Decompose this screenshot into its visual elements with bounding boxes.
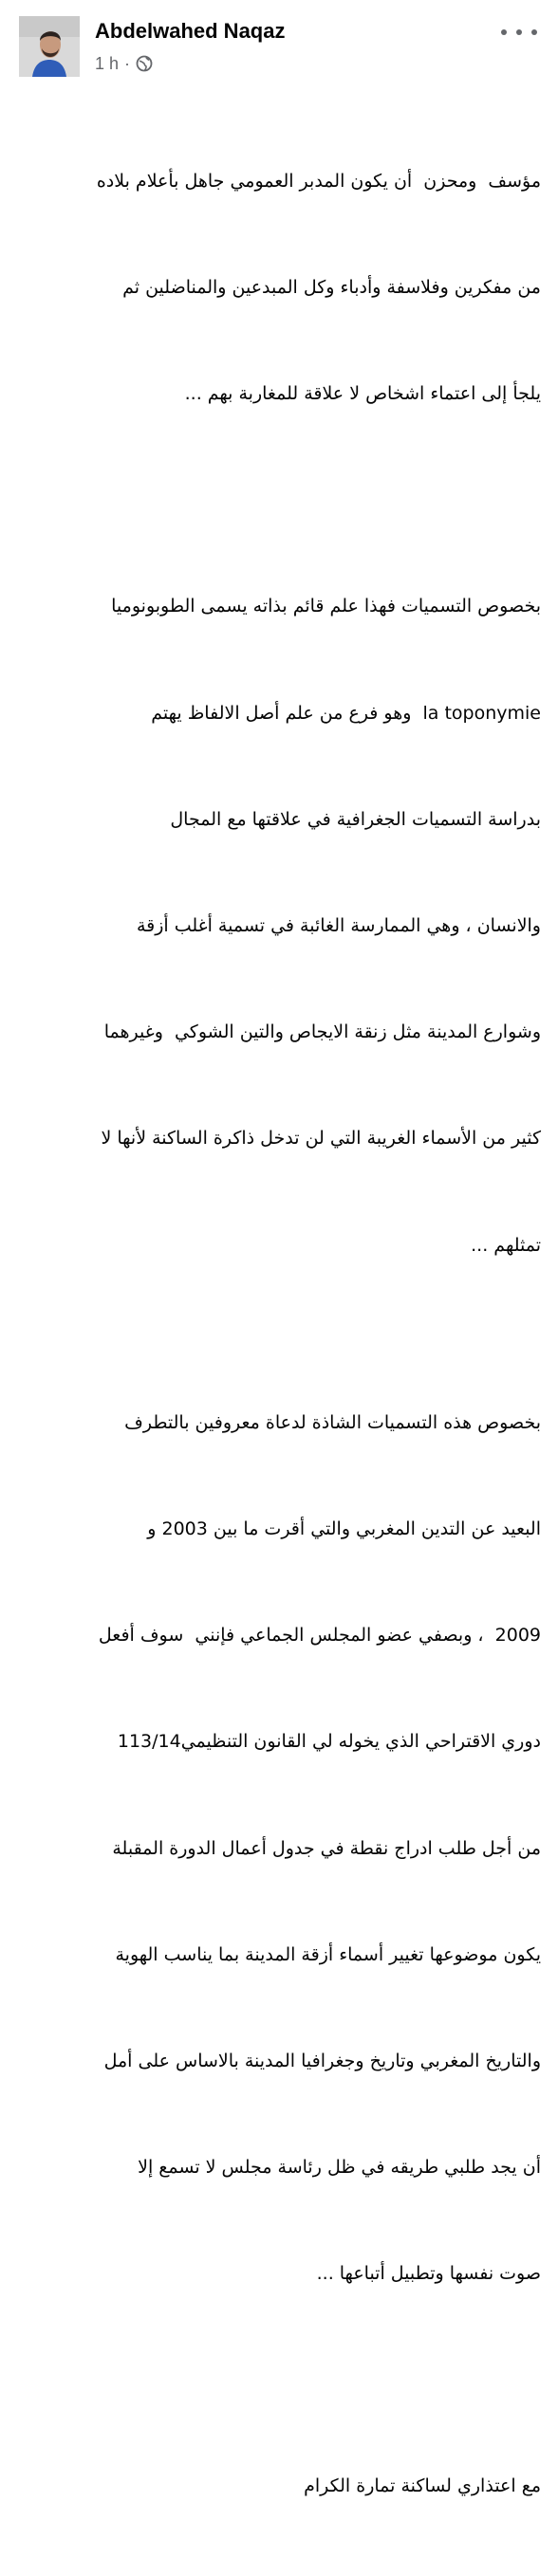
- author-name[interactable]: Abdelwahed Naqaz: [95, 19, 286, 43]
- text-line: la toponymie وهو فرع من علم أصل الالفاظ يهتم: [151, 702, 541, 724]
- text-line: يكون موضوعها تغيير أسماء أزقة المدينة بما يناسب الهوية: [115, 1943, 541, 1965]
- text-line: بخصوص هذه التسميات الشاذة لدعاة معروفين بالتطرف: [124, 1411, 541, 1433]
- paragraph-3: [0, 1334, 541, 2364]
- text-line: بخصوص التسميات فهذا علم قائم بذاته يسمى الطوبونوميا: [111, 596, 541, 617]
- text-line: من أجل طلب ادراج نقطة في جدول أعمال الدورة المقبلة: [112, 1837, 541, 1859]
- text-line: وشوارع المدينة مثل زنقة الايجاص والتين الشوكي وغيرهما: [103, 1021, 541, 1043]
- text-line: مؤسف ومحزن أن يكون المدبر العمومي جاهل بأعلام بلاده: [96, 170, 541, 192]
- text-line: تمثلهم ...: [471, 1234, 541, 1256]
- post-body: [0, 93, 541, 2576]
- more-options-icon[interactable]: [501, 21, 537, 44]
- text-line: والتاريخ المغربي وتاريخ وجغرافيا المدينة بالاساس على أمل: [103, 2050, 541, 2071]
- text-line: دوري الاقتراحي الذي يخوله لي القانون التنظيمي113/14: [117, 1731, 541, 1753]
- post-time[interactable]: 1 h: [95, 53, 120, 73]
- text-line: كثير من الأسماء الغريبة التي لن تدخل ذاكرة الساكنة لأنها لا: [101, 1128, 541, 1150]
- profile-photo: [19, 16, 80, 77]
- text-line: من مفكرين وفلاسفة وأدباء وكل المبدعين والمناضلين ثم: [122, 277, 541, 299]
- paragraph-1: [0, 93, 541, 483]
- post-meta: [95, 52, 153, 75]
- text-line: البعيد عن التدين المغربي والتي أقرت ما بين 2003 و: [147, 1518, 541, 1539]
- globe-icon: [136, 55, 153, 72]
- text-line: صوت نفسها وتطبيل أتباعها ...: [316, 2263, 541, 2285]
- text-line: 2009 ، وبصفي عضو المجلس الجماعي فإنني سوف أفعل: [98, 1625, 541, 1647]
- paragraph-4: [0, 2399, 541, 2576]
- meta-separator: ·: [124, 53, 131, 73]
- text-line: مع اعتذاري لساكنة تمارة الكرام: [304, 2475, 541, 2497]
- paragraph-2: [0, 518, 541, 1334]
- author-avatar[interactable]: [19, 16, 80, 77]
- text-line: بدراسة التسميات الجغرافية في علاقتها مع المجال: [170, 808, 541, 830]
- text-line: والانسان ، وهي الممارسة الغائبة في تسمية أغلب أزقة: [136, 914, 541, 936]
- post-header: [0, 0, 558, 90]
- text-line: يلجأ إلى اعتماء اشخاص لا علاقة للمغاربة بهم ...: [184, 383, 541, 405]
- text-line: أن يجد طلبي طريقه في ظل رئاسة مجلس لا تسمع إلا: [138, 2157, 541, 2179]
